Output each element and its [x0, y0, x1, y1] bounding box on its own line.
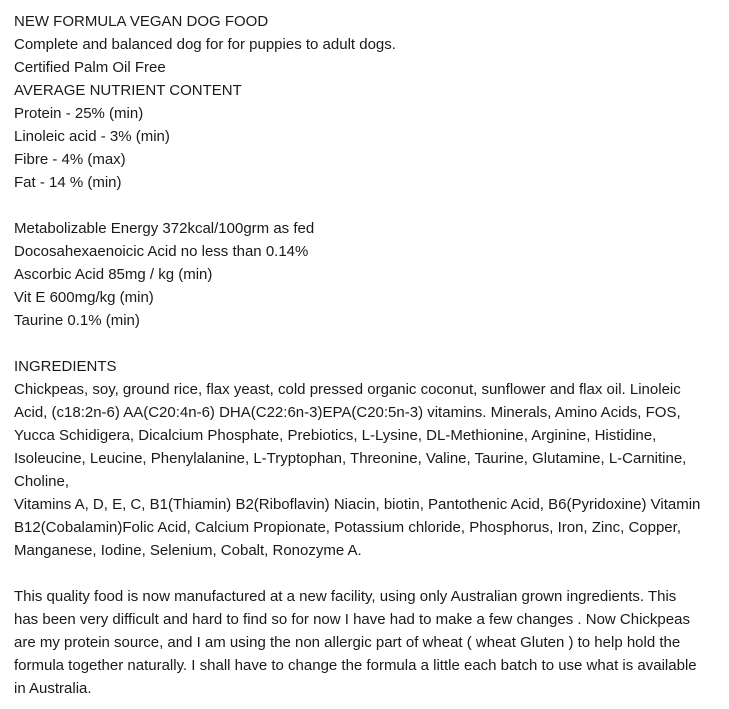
extra-nutrient-item: Ascorbic Acid 85mg / kg (min) [14, 266, 213, 283]
ingredients-line: Choline, [14, 473, 70, 490]
spacer [14, 562, 719, 585]
ingredients-heading: INGREDIENTS [14, 358, 117, 375]
extra-nutrient-item: Docosahexaenoicic Acid no less than 0.14% [14, 243, 309, 260]
notice-line: has been very difficult and hard to find so for now I have had to make a few changes . Now Chickpeas [14, 611, 690, 628]
spacer [14, 332, 719, 355]
ingredients-line: Yucca Schidigera, Dicalcium Phosphate, Prebiotics, L-Lysine, DL-Methionine, Arginine, Histidine, [14, 427, 657, 444]
spacer [14, 194, 719, 217]
product-title: NEW FORMULA VEGAN DOG FOOD [14, 13, 269, 30]
product-description [14, 10, 719, 700]
notice-line: formula together naturally. I shall have to change the formula a little each batch to use what is available [14, 657, 697, 674]
nutrient-item: Fat - 14 % (min) [14, 174, 122, 191]
nutrient-heading: AVERAGE NUTRIENT CONTENT [14, 82, 242, 99]
ingredients-line: Manganese, Iodine, Selenium, Cobalt, Ronozyme A. [14, 542, 362, 559]
ingredients-line: B12(Cobalamin)Folic Acid, Calcium Propionate, Potassium chloride, Phosphorus, Iron, Zinc, Copper, [14, 519, 681, 536]
nutrient-item: Fibre - 4% (max) [14, 151, 126, 168]
extra-nutrient-item: Taurine 0.1% (min) [14, 312, 140, 329]
extra-nutrient-item: Vit E 600mg/kg (min) [14, 289, 154, 306]
extra-nutrient-item: Metabolizable Energy 372kcal/100grm as fed [14, 220, 315, 237]
product-tagline: Complete and balanced dog for for puppies to adult dogs. [14, 36, 396, 53]
ingredients-line: Acid, (c18:2n-6) AA(C20:4n-6) DHA(C22:6n-3)EPA(C20:5n-3) vitamins. Minerals, Amino Acids, FOS, [14, 404, 681, 421]
ingredients-line: Chickpeas, soy, ground rice, flax yeast, cold pressed organic coconut, sunflower and flax oil. Linoleic [14, 381, 681, 398]
ingredients-line: Isoleucine, Leucine, Phenylalanine, L-Tryptophan, Threonine, Valine, Taurine, Glutamine, L-Carnitine, [14, 450, 687, 467]
nutrient-item: Linoleic acid - 3% (min) [14, 128, 170, 145]
notice-line: in Australia. [14, 680, 92, 697]
notice-line: This quality food is now manufactured at a new facility, using only Australian grown ingredients. This [14, 588, 677, 605]
certification-note: Certified Palm Oil Free [14, 59, 166, 76]
nutrient-item: Protein - 25% (min) [14, 105, 144, 122]
notice-line: are my protein source, and I am using the non allergic part of wheat ( wheat Gluten ) to help hold the [14, 634, 681, 651]
ingredients-line: Vitamins A, D, E, C, B1(Thiamin) B2(Riboflavin) Niacin, biotin, Pantothenic Acid, B6(Pyridoxine) Vitamin [14, 496, 701, 513]
